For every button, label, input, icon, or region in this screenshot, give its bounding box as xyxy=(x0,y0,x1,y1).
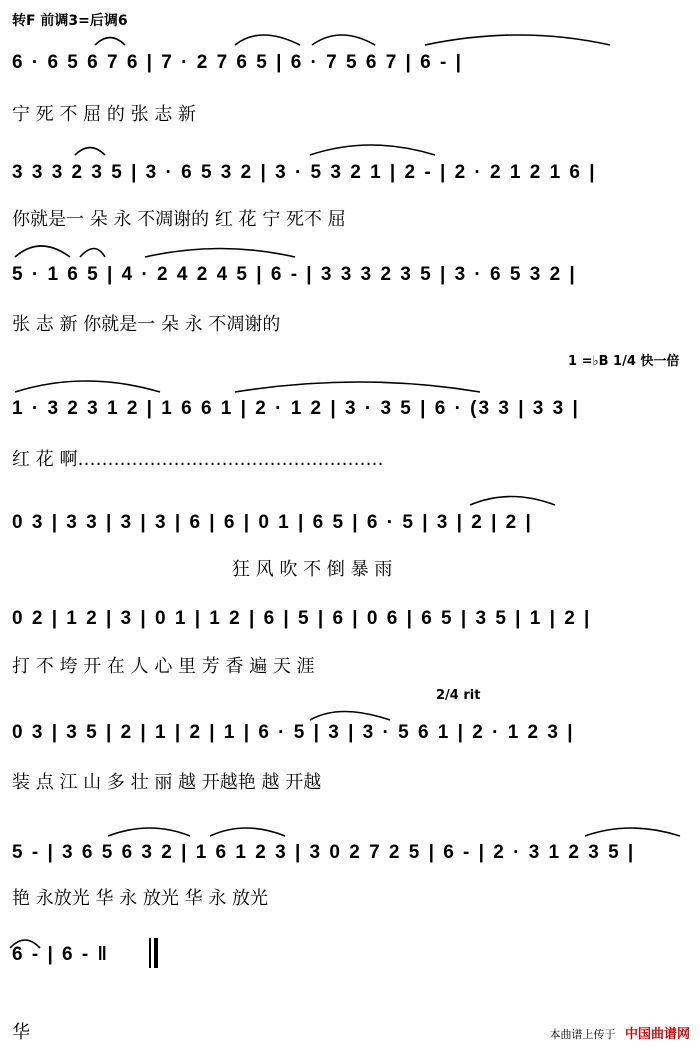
notation-row-9: 6 - | 6 - ‖ xyxy=(12,944,109,965)
slur-arc xyxy=(10,940,40,948)
lyrics-row-4: 红 花 啊…………………………………………… xyxy=(12,449,384,470)
footer-credit xyxy=(549,1023,690,1042)
slur-arc xyxy=(15,246,70,257)
rit-marking: rit xyxy=(463,688,481,703)
key-change-header: 转F 前调3=后调6 xyxy=(12,13,128,29)
lyrics-row-6: 打 不 垮 开 在 人 心 里 芳 香 遍 天 涯 xyxy=(12,656,315,677)
tempo-time: 1/4 xyxy=(613,354,636,369)
slur-arc xyxy=(95,38,125,46)
lyrics-row-3: 张 志 新 你就是一 朵 永 不凋谢的 xyxy=(12,314,281,335)
slur-arc xyxy=(235,382,480,392)
slur-arc xyxy=(312,35,375,45)
lyrics-row-5: 狂 风 吹 不 倒 暴 雨 xyxy=(232,559,393,580)
lyrics-row-1: 宁 死 不 屈 的 张 志 新 xyxy=(12,104,197,125)
lyrics-row-8: 艳 永放光 华 永 放光 华 永 放光 xyxy=(12,888,269,909)
slur-arc xyxy=(310,145,435,155)
slur-arc xyxy=(15,381,160,392)
time-change-value: 2/4 xyxy=(436,688,459,703)
footer-brand[interactable]: 中国曲谱网 xyxy=(624,1027,690,1042)
slur-arc xyxy=(235,35,300,45)
slur-arc xyxy=(108,828,190,836)
slur-arc xyxy=(210,828,285,836)
notation-row-6: 0 2 | 1 2 | 3 | 0 1 | 1 2 | 6 | 5 | 6 | 0 6 | 6 5 | 3 5 | 1 | 2 | xyxy=(12,608,592,629)
notation-row-8: 5 - | 3 6 5 6 3 2 | 1 6 1 2 3 | 3 0 2 7 2 5 | 6 - | 2 · 3 1 2 3 5 | xyxy=(12,842,636,863)
lyrics-row-2: 你就是一 朵 永 不凋谢的 红 花 宁 死不 屈 xyxy=(12,209,346,230)
lyrics-row-9: 华 xyxy=(12,1022,30,1043)
slur-arc xyxy=(145,249,295,258)
slur-arc xyxy=(470,497,555,506)
notation-row-5: 0 3 | 3 3 | 3 | 3 | 6 | 6 | 0 1 | 6 5 | 6 · 5 | 3 | 2 | 2 | xyxy=(12,512,533,533)
final-barline xyxy=(150,938,156,968)
tempo-key: 1 =♭B xyxy=(568,354,609,369)
notation-row-4: 1 · 3 2 3 1 2 | 1 6 6 1 | 2 · 1 2 | 3 · 3 5 | 6 · (3 3 | 3 3 | xyxy=(12,398,580,419)
notation-row-2: 3 3 3 2 3 5 | 3 · 6 5 3 2 | 3 · 5 3 2 1 | 2 - | 2 · 2 1 2 1 6 | xyxy=(12,162,597,183)
notation-row-7: 0 3 | 3 5 | 2 | 1 | 2 | 1 | 6 · 5 | 3 | 3 · 5 6 1 | 2 · 1 2 3 | xyxy=(12,722,575,743)
slur-arc xyxy=(75,148,105,156)
slur-arc xyxy=(585,828,680,836)
tempo-text: 快一倍 xyxy=(640,354,680,369)
lyrics-row-7: 装 点 江 山 多 壮 丽 越 开越艳 越 开越 xyxy=(12,772,322,793)
notation-row-1: 6 · 6 5 6 7 6 | 7 · 2 7 6 5 | 6 · 7 5 6 7 | 6 - | xyxy=(12,52,463,73)
slur-arc xyxy=(425,35,610,45)
notation-row-3: 5 · 1 6 5 | 4 · 2 4 2 4 5 | 6 - | 3 3 3 2 3 5 | 3 · 6 5 3 2 | xyxy=(12,264,577,285)
slur-arc xyxy=(80,249,105,258)
slur-arc xyxy=(310,712,390,721)
footer-text: 本曲谱上传于 xyxy=(549,1028,616,1041)
